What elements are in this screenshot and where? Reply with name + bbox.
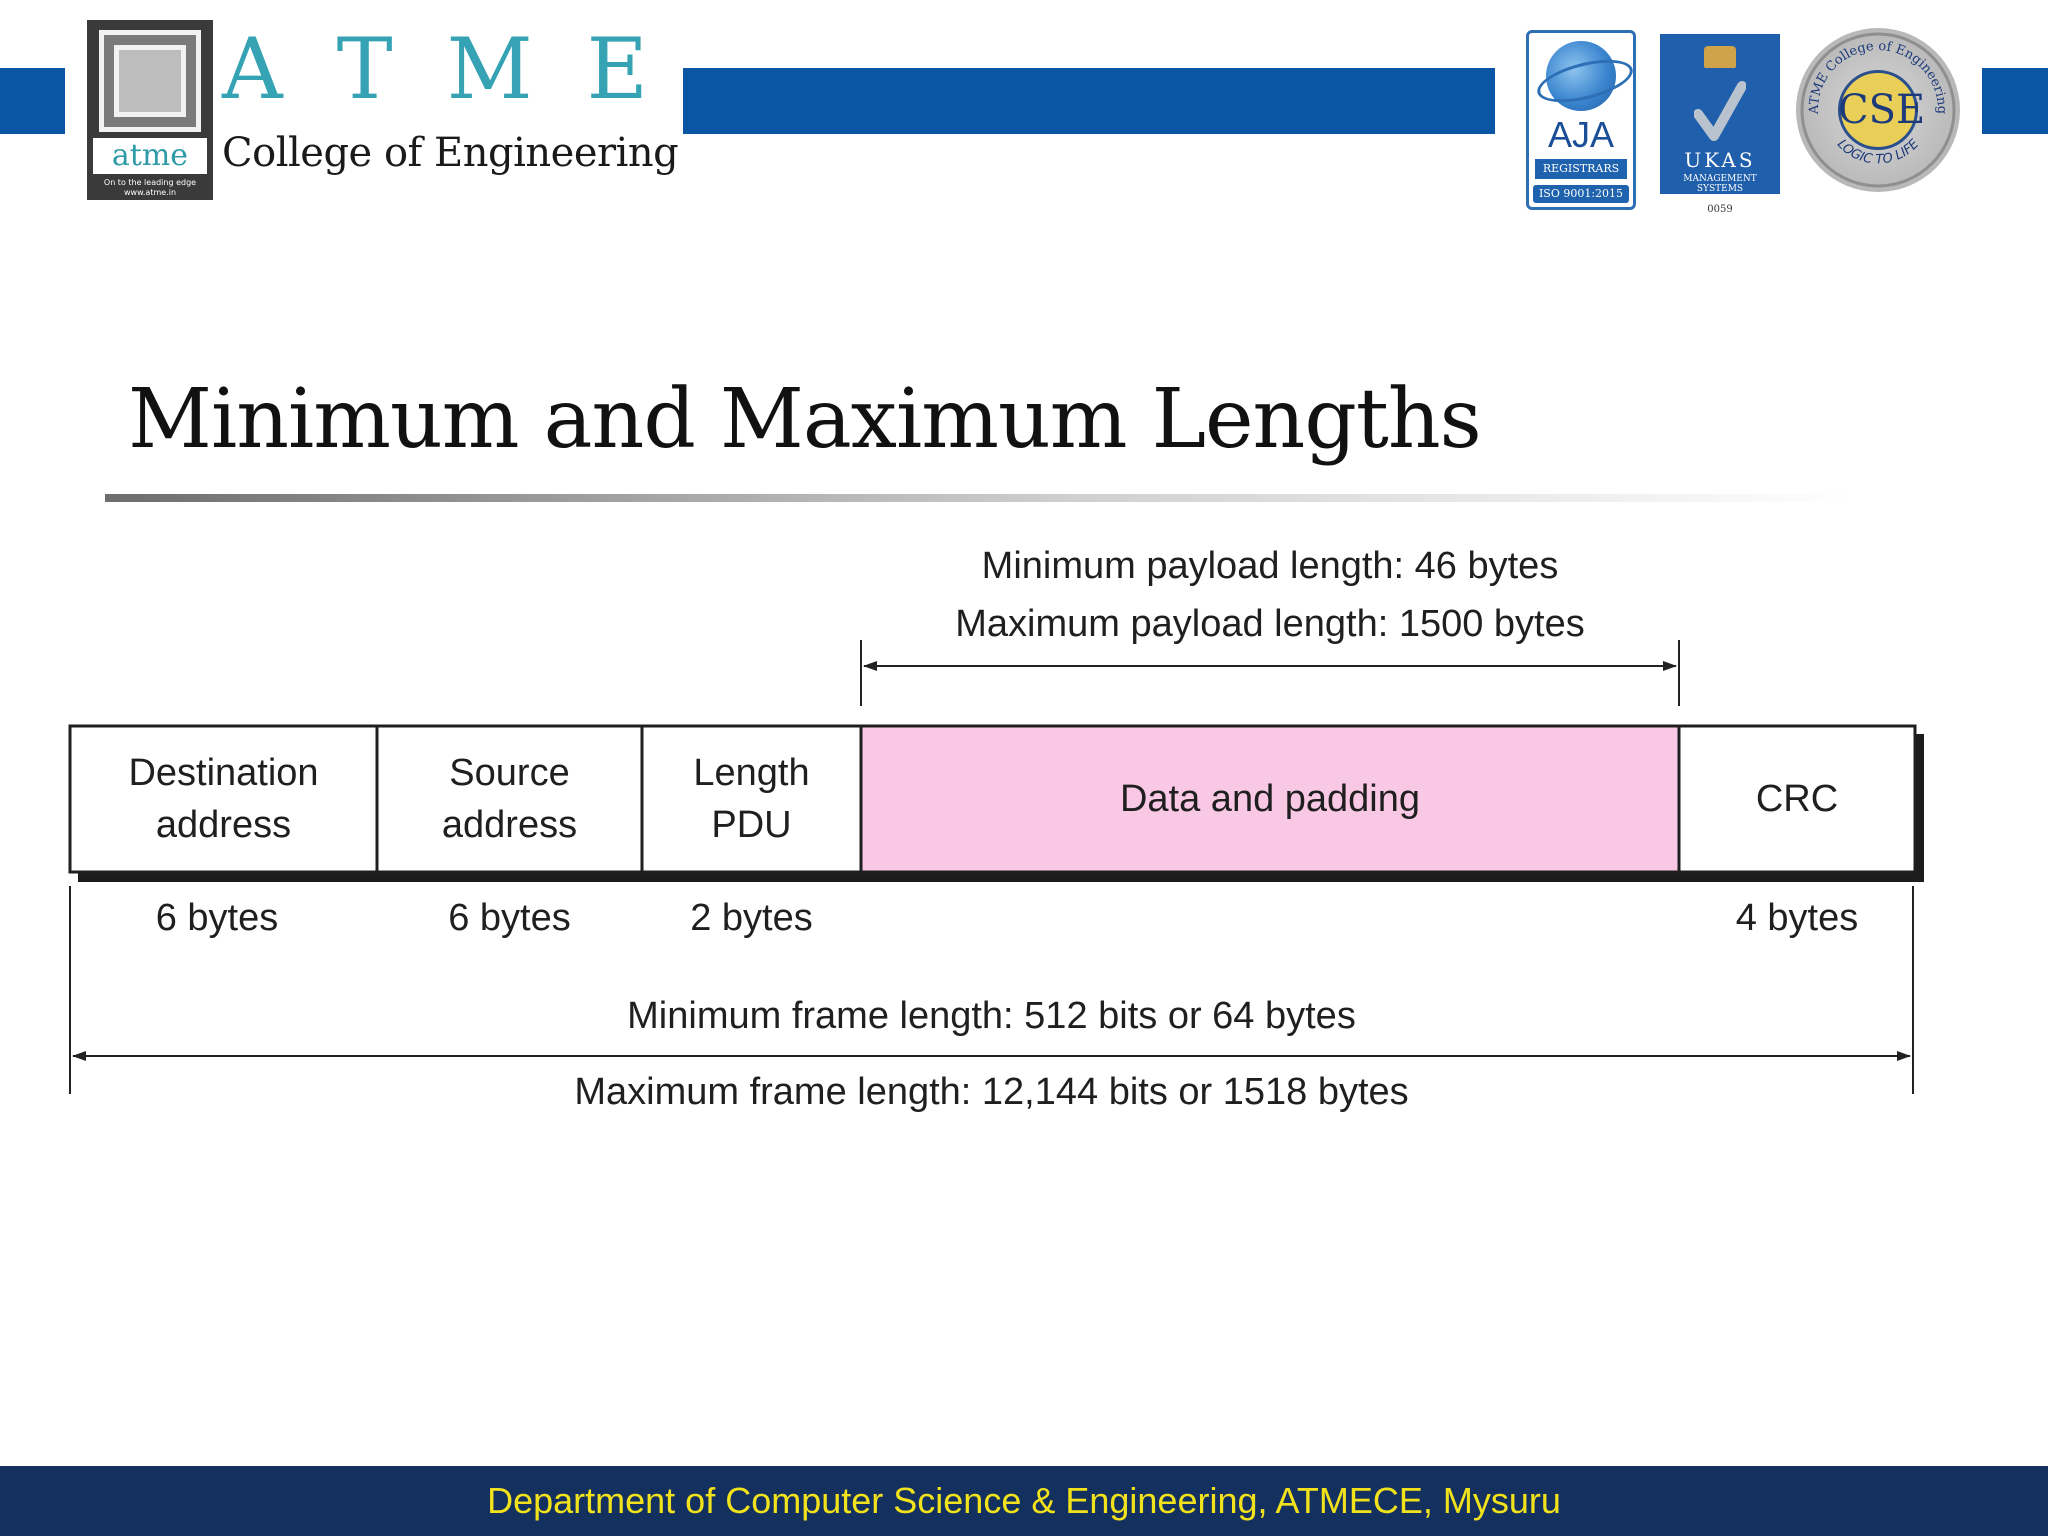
field-length-label: Length PDU [693,752,810,846]
ukas-number: 0059 [1707,204,1733,215]
payload-max-label: Maximum payload length: 1500 bytes [955,603,1585,645]
field-crc-label: CRC [1755,778,1839,820]
aja-line2: ISO 9001:2015 [1533,185,1629,203]
ukas-name: UKAS [1684,148,1756,172]
field-destination-label: Destination address [128,752,319,846]
field-source-size: 6 bytes [448,897,571,939]
field-destination-size: 6 bytes [155,897,279,939]
brand-letter: E [586,20,648,118]
frame-max-label: Maximum frame length: 12,144 bits or 1518 bytes [574,1071,1409,1113]
payload-min-label: Minimum payload length: 46 bytes [981,545,1559,587]
field-data-label: Data and padding [1119,778,1421,820]
aja-line1: REGISTRARS [1535,159,1627,179]
footer-text: Department of Computer Science & Engineering, ATMECE, Mysuru [487,1480,1561,1521]
brand-letter: M [446,20,533,118]
logo-tagline: On to the leading edge www.atme.in [103,178,197,197]
cse-motto: LOGIC TO LIFE [1833,136,1923,168]
logo-word: atme [93,138,207,174]
cse-name: CSE [1838,87,1926,133]
brand-letter: T [336,20,393,118]
brand-letter: A [222,20,283,118]
brand-subtitle: College of Engineering [222,130,679,176]
frame-min-label: Minimum frame length: 512 bits or 64 bytes [627,995,1356,1037]
cse-ring-text: ATME College of Engineering [1806,38,1950,115]
field-crc-size: 4 bytes [1735,897,1859,939]
field-source-label: Source address [441,752,578,846]
slide-title: Minimum and Maximum Lengths [128,372,1481,467]
footer-bar [0,1466,2048,1536]
ukas-line1: MANAGEMENT SYSTEMS [1683,174,1757,194]
field-length-size: 2 bytes [690,897,813,939]
aja-name: AJA [1547,114,1615,155]
